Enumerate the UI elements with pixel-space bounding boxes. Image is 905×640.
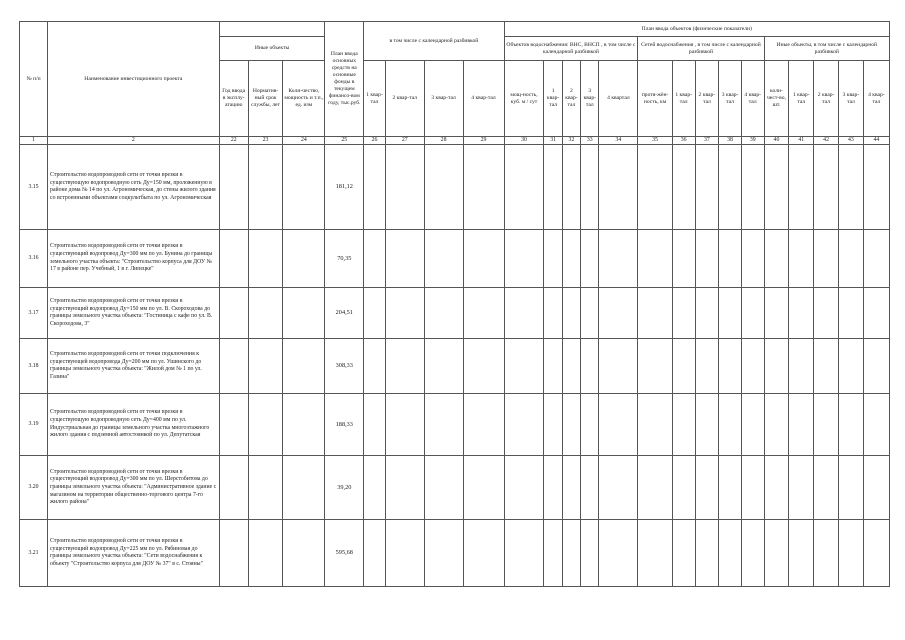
plan-value: 188,33 (325, 394, 364, 456)
empty-cell (581, 394, 599, 456)
header-no: № п/п (20, 22, 48, 137)
empty-cell (219, 288, 248, 339)
column-number: 30 (504, 137, 544, 145)
column-number: 38 (719, 137, 742, 145)
empty-cell (599, 339, 638, 394)
empty-cell (814, 394, 839, 456)
empty-cell (283, 230, 325, 288)
empty-cell (248, 520, 283, 587)
empty-cell (283, 288, 325, 339)
empty-cell (695, 230, 719, 288)
empty-cell (672, 456, 695, 520)
empty-cell (364, 145, 386, 230)
empty-cell (248, 288, 283, 339)
empty-cell (695, 339, 719, 394)
header-plan-fixed-assets: План ввода основных средств на основные фонды в текущем финансо-вом году, тыс.руб. (325, 22, 364, 137)
header-net-q3: 3 квар-тал (719, 61, 742, 137)
header-service-life: Норматив-ный срок службы, лет (248, 61, 283, 137)
header-fin-q1: 1 квар-тал (364, 61, 386, 137)
empty-cell (219, 230, 248, 288)
column-number: 33 (581, 137, 599, 145)
header-plan-physical: План ввода объектов (физические показатели) (504, 22, 889, 37)
empty-cell (863, 339, 889, 394)
header-water-q1: 1 квар-тал (544, 61, 562, 137)
empty-cell (695, 145, 719, 230)
column-number: 37 (695, 137, 719, 145)
header-oth-q4: 4 квар-тал (863, 61, 889, 137)
column-number: 40 (764, 137, 789, 145)
column-number: 34 (599, 137, 638, 145)
empty-cell (741, 394, 764, 456)
empty-cell (719, 520, 742, 587)
column-number: 41 (789, 137, 814, 145)
empty-cell (544, 145, 562, 230)
empty-cell (764, 288, 789, 339)
table-row (20, 339, 890, 394)
empty-cell (672, 288, 695, 339)
column-number: 2 (48, 137, 220, 145)
empty-cell (463, 394, 504, 456)
empty-cell (504, 394, 544, 456)
row-number: 3.16 (20, 230, 48, 288)
column-number: 31 (544, 137, 562, 145)
table-row (20, 288, 890, 339)
empty-cell (764, 230, 789, 288)
empty-cell (504, 145, 544, 230)
empty-cell (504, 520, 544, 587)
project-name: Строительство водопроводной сети от точки врезки в существующий водопровод Ду=300 мм по ул. Бунина до границы земельного участка объекта: "Строительство корпуса для ДОУ № 17 в районе пер. Учебный, 1 в г. Липецке" (48, 230, 220, 288)
empty-cell (719, 145, 742, 230)
empty-cell (562, 230, 580, 288)
empty-cell (544, 456, 562, 520)
empty-cell (741, 456, 764, 520)
empty-cell (863, 288, 889, 339)
investment-table (19, 21, 890, 587)
empty-cell (248, 394, 283, 456)
empty-cell (838, 394, 863, 456)
column-number: 42 (814, 137, 839, 145)
empty-cell (695, 288, 719, 339)
header-oth-q1: 1 квар-тал (789, 61, 814, 137)
empty-cell (599, 145, 638, 230)
empty-cell (695, 456, 719, 520)
header-net-length: протя-жён-ность, км (638, 61, 673, 137)
empty-cell (789, 339, 814, 394)
empty-cell (638, 230, 673, 288)
project-name: Строительство водопроводной сети от точки врезки в существующий водопровод Ду=150 мм по ул. В. Скороходова до границы земельного участка объекта: "Гостиница с кафе по ул. В. Скороходова, 3" (48, 288, 220, 339)
project-name: Строительство водопроводной сети от точки врезки в существующий водопровод Ду=300 мм по ул. Шерстобитова до границы земельного участка объекта: "Административное здание с магазином на территории общественно-торгового центра 7-го жилого района" (48, 456, 220, 520)
empty-cell (248, 339, 283, 394)
empty-cell (741, 339, 764, 394)
row-number: 3.20 (20, 456, 48, 520)
empty-cell (838, 230, 863, 288)
header-fin-q2: 2 квар-тал (385, 61, 424, 137)
empty-cell (463, 145, 504, 230)
column-number: 32 (562, 137, 580, 145)
column-number: 1 (20, 137, 48, 145)
empty-cell (764, 339, 789, 394)
document-page (19, 21, 890, 587)
column-number: 29 (463, 137, 504, 145)
empty-cell (364, 230, 386, 288)
empty-cell (385, 145, 424, 230)
empty-cell (581, 230, 599, 288)
empty-cell (544, 288, 562, 339)
empty-cell (385, 520, 424, 587)
empty-cell (283, 456, 325, 520)
plan-value: 308,33 (325, 339, 364, 394)
empty-cell (424, 394, 463, 456)
empty-cell (581, 520, 599, 587)
header-oth-count: коли-чест-во, шт. (764, 61, 789, 137)
empty-cell (789, 145, 814, 230)
empty-cell (741, 230, 764, 288)
header-year: Год ввода в эксплу-атацию (219, 61, 248, 137)
table-row (20, 145, 890, 230)
header-oth-q3: 3 квар-тал (838, 61, 863, 137)
empty-cell (638, 394, 673, 456)
empty-cell (364, 288, 386, 339)
empty-cell (283, 520, 325, 587)
header-quarterly-fin: в том числе с календарной разбивкой (364, 22, 504, 61)
empty-cell (672, 339, 695, 394)
empty-cell (638, 456, 673, 520)
column-number: 22 (219, 137, 248, 145)
empty-cell (638, 145, 673, 230)
empty-cell (695, 520, 719, 587)
empty-cell (463, 520, 504, 587)
empty-cell (562, 339, 580, 394)
empty-cell (581, 145, 599, 230)
empty-cell (789, 288, 814, 339)
empty-cell (463, 456, 504, 520)
empty-cell (283, 394, 325, 456)
empty-cell (764, 520, 789, 587)
header-fin-q4: 4 квар-тал (463, 61, 504, 137)
empty-cell (638, 339, 673, 394)
empty-cell (599, 456, 638, 520)
empty-cell (719, 339, 742, 394)
header-water-capacity: мощ-ность, куб. м / сут (504, 61, 544, 137)
column-number: 35 (638, 137, 673, 145)
empty-cell (219, 339, 248, 394)
empty-cell (863, 456, 889, 520)
header-networks: Сетей водоснабжения , в том числе с календарной разбивкой (638, 37, 764, 61)
empty-cell (385, 456, 424, 520)
empty-cell (385, 288, 424, 339)
empty-cell (385, 230, 424, 288)
empty-cell (719, 456, 742, 520)
empty-cell (424, 339, 463, 394)
empty-cell (672, 230, 695, 288)
header-net-q4: 4 квар-тал (741, 61, 764, 137)
empty-cell (424, 520, 463, 587)
empty-cell (504, 456, 544, 520)
empty-cell (863, 145, 889, 230)
empty-cell (562, 520, 580, 587)
empty-cell (599, 394, 638, 456)
empty-cell (719, 230, 742, 288)
table-row (20, 520, 890, 587)
empty-cell (562, 456, 580, 520)
table-row (20, 394, 890, 456)
plan-value: 70,35 (325, 230, 364, 288)
empty-cell (638, 520, 673, 587)
empty-cell (463, 288, 504, 339)
empty-cell (544, 230, 562, 288)
empty-cell (581, 339, 599, 394)
empty-cell (838, 145, 863, 230)
empty-cell (814, 520, 839, 587)
column-numbers-row (20, 137, 890, 145)
column-number: 36 (672, 137, 695, 145)
empty-cell (219, 394, 248, 456)
plan-value: 204,51 (325, 288, 364, 339)
header-project-name: Наименование инвестиционного проекта (48, 22, 220, 137)
empty-cell (719, 288, 742, 339)
empty-cell (789, 456, 814, 520)
empty-cell (364, 456, 386, 520)
empty-cell (385, 394, 424, 456)
project-name: Строительство водопроводной сети от точки врезки в существующую водопроводную сеть Ду=150 мм, проложенную в районе дома № 14 по ул. Агрономическая, до стены жилого здания со встроенными объектами соцкультбыта по ул. Агрономическая (48, 145, 220, 230)
empty-cell (863, 230, 889, 288)
empty-cell (544, 339, 562, 394)
header-water-q3: 3 квар-тал (581, 61, 599, 137)
empty-cell (672, 145, 695, 230)
table-row (20, 456, 890, 520)
empty-cell (838, 520, 863, 587)
empty-cell (741, 145, 764, 230)
empty-cell (789, 394, 814, 456)
column-number: 27 (385, 137, 424, 145)
empty-cell (463, 339, 504, 394)
project-name: Строительство водопроводной сети от точки врезки в существующую водопроводную сеть Ду=400 мм по ул. Индустриальная до границы земельного участка многоэтажного жилого здания с подземной автостоянкой по ул. Депутатская (48, 394, 220, 456)
column-number: 24 (283, 137, 325, 145)
project-name: Строительство водопроводной сети от точки врезки в существующий водопровод Ду=225 мм по ул. Рябиновая до границы земельного участка объекта: "Сети водоснабжения к объекту "Строительство корпуса для ДОУ № 37" в с. Стояны" (48, 520, 220, 587)
empty-cell (424, 230, 463, 288)
column-number: 23 (248, 137, 283, 145)
empty-cell (789, 520, 814, 587)
empty-cell (562, 288, 580, 339)
empty-cell (219, 520, 248, 587)
empty-cell (814, 456, 839, 520)
empty-cell (562, 145, 580, 230)
plan-value: 39,20 (325, 456, 364, 520)
empty-cell (672, 520, 695, 587)
empty-cell (838, 456, 863, 520)
empty-cell (672, 394, 695, 456)
empty-cell (764, 394, 789, 456)
empty-cell (424, 456, 463, 520)
column-number: 44 (863, 137, 889, 145)
empty-cell (764, 145, 789, 230)
empty-cell (248, 230, 283, 288)
empty-cell (364, 520, 386, 587)
empty-cell (599, 230, 638, 288)
empty-cell (248, 456, 283, 520)
project-name: Строительство водопроводной сети от точки подключения к существующей водопровода Ду=200 мм по ул. Ушинского до границы земельного участка объекта: "Жилой дом № 1 по ул. Газина" (48, 339, 220, 394)
empty-cell (219, 145, 248, 230)
empty-cell (838, 339, 863, 394)
empty-cell (638, 288, 673, 339)
empty-cell (283, 339, 325, 394)
empty-cell (814, 288, 839, 339)
empty-cell (741, 288, 764, 339)
empty-cell (504, 288, 544, 339)
empty-cell (504, 230, 544, 288)
column-number: 25 (325, 137, 364, 145)
empty-cell (838, 288, 863, 339)
empty-cell (544, 520, 562, 587)
empty-cell (764, 456, 789, 520)
empty-cell (814, 230, 839, 288)
header-net-q1: 1 квар-тал (672, 61, 695, 137)
header-oth-q2: 2 квар-тал (814, 61, 839, 137)
empty-cell (424, 288, 463, 339)
empty-cell (719, 394, 742, 456)
row-number: 3.15 (20, 145, 48, 230)
empty-cell (599, 520, 638, 587)
empty-cell (863, 394, 889, 456)
empty-cell (385, 339, 424, 394)
row-number: 3.17 (20, 288, 48, 339)
row-number: 3.19 (20, 394, 48, 456)
empty-cell (463, 230, 504, 288)
empty-cell (581, 288, 599, 339)
empty-cell (562, 394, 580, 456)
empty-cell (248, 145, 283, 230)
empty-cell (863, 520, 889, 587)
empty-cell (283, 145, 325, 230)
empty-cell (364, 394, 386, 456)
header-water-objects: Объектов водоснабжения: ВНС, ВНСП , в том числе с календарной разбивкой (504, 37, 638, 61)
empty-cell (599, 288, 638, 339)
empty-cell (219, 456, 248, 520)
empty-cell (695, 394, 719, 456)
table-row (20, 230, 890, 288)
header-fin-q3: 3 квар-тал (424, 61, 463, 137)
empty-cell (544, 394, 562, 456)
header-other-objects: Иные объекты (219, 37, 325, 61)
row-number: 3.21 (20, 520, 48, 587)
empty-cell (424, 145, 463, 230)
column-number: 43 (838, 137, 863, 145)
empty-cell (504, 339, 544, 394)
column-number: 26 (364, 137, 386, 145)
plan-value: 595,68 (325, 520, 364, 587)
row-number: 3.18 (20, 339, 48, 394)
header-capacity: Коли-чество, мощность и т.п., ед. изм (283, 61, 325, 137)
plan-value: 181,12 (325, 145, 364, 230)
empty-cell (789, 230, 814, 288)
column-number: 28 (424, 137, 463, 145)
header-water-q4: 4 квартал (599, 61, 638, 137)
empty-cell (814, 339, 839, 394)
empty-cell (814, 145, 839, 230)
header-water-q2: 2 квар-тал (562, 61, 580, 137)
empty-cell (364, 339, 386, 394)
empty-cell (741, 520, 764, 587)
header-other-quarterly: Иные объекты, в том числе с календарной разбивкой (764, 37, 889, 61)
empty-cell (581, 456, 599, 520)
header-net-q2: 2 квар-тал (695, 61, 719, 137)
column-number: 39 (741, 137, 764, 145)
